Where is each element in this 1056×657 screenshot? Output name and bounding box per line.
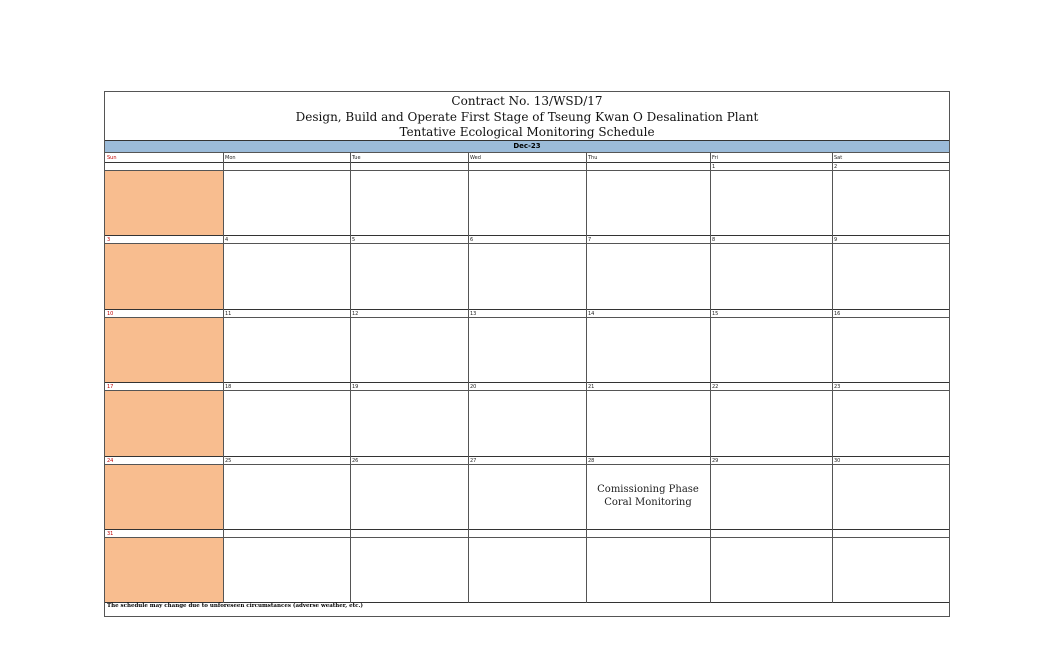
contract-title: Design, Build and Operate First Stage of Tseung Kwan O Desalination Plant [295, 109, 759, 124]
date-number-row [105, 310, 949, 318]
week-body [105, 244, 949, 309]
date-number: 24 [107, 457, 114, 464]
date-number: 10 [107, 310, 114, 317]
date-number: 5 [352, 237, 356, 244]
column-divider [586, 153, 587, 603]
column-divider [223, 153, 224, 603]
date-number: 26 [352, 457, 359, 464]
week-body [105, 391, 949, 456]
week-body [105, 538, 949, 603]
weekday-header-sun: Sun [107, 155, 117, 161]
date-number: 19 [352, 384, 359, 391]
schedule-title: Tentative Ecological Monitoring Schedule [399, 125, 655, 139]
weekday-header-mon: Mon [225, 155, 236, 161]
week-row [105, 530, 949, 603]
contract-number: Contract No. 13/WSD/17 [451, 94, 603, 108]
date-number: 13 [470, 310, 477, 317]
weekday-header-sat: Sat [834, 155, 843, 161]
sunday-cell-fill [105, 171, 223, 235]
date-number: 2 [834, 164, 838, 170]
date-number: 3 [107, 237, 111, 244]
column-divider [468, 153, 469, 603]
date-number: 22 [712, 384, 719, 391]
date-number: 11 [225, 310, 232, 317]
date-number-row [105, 530, 949, 538]
date-number: 28 [588, 457, 595, 464]
column-divider [710, 153, 711, 603]
schedule-sheet [104, 91, 950, 617]
date-number: 6 [470, 237, 474, 244]
sunday-cell-fill [105, 538, 223, 602]
date-number: 31 [107, 531, 114, 537]
event-activity-label: Coral Monitoring [604, 496, 692, 508]
date-number: 4 [225, 237, 229, 244]
weekday-header-row [105, 153, 949, 163]
column-divider [350, 153, 351, 603]
date-number: 16 [834, 310, 841, 317]
date-number: 25 [225, 457, 232, 464]
month-label: Dec-23 [513, 142, 541, 150]
column-divider [832, 153, 833, 603]
weekday-header-fri: Fri [712, 155, 718, 161]
weekday-header-tue: Tue [352, 155, 361, 161]
sunday-cell-fill [105, 244, 223, 308]
date-number: 18 [225, 384, 232, 391]
date-number-row [105, 383, 949, 391]
week-row [105, 310, 949, 383]
date-number: 9 [834, 237, 838, 244]
date-number-row [105, 457, 949, 465]
week-row [105, 236, 949, 309]
week-body [105, 465, 949, 530]
date-number: 12 [352, 310, 359, 317]
week-row [105, 457, 949, 530]
footnote: The schedule may change due to unforeseen circumstances (adverse weather, etc.) [107, 603, 364, 609]
month-band [105, 140, 949, 153]
date-number-row [105, 236, 949, 244]
event-phase-label: Comissioning Phase [597, 483, 699, 495]
week-body [105, 171, 949, 236]
date-number: 7 [588, 237, 592, 244]
date-number: 27 [470, 457, 477, 464]
sunday-cell-fill [105, 318, 223, 382]
date-number-row [105, 163, 949, 171]
date-number: 1 [712, 164, 716, 170]
weekday-header-wed: Wed [470, 155, 481, 161]
date-number: 17 [107, 384, 114, 391]
date-number: 23 [834, 384, 841, 391]
week-body [105, 318, 949, 383]
date-number: 14 [588, 310, 595, 317]
sunday-cell-fill [105, 391, 223, 455]
week-row [105, 383, 949, 456]
date-number: 20 [470, 384, 477, 391]
date-number: 15 [712, 310, 719, 317]
week-row [105, 163, 949, 236]
weekday-header-thu: Thu [588, 155, 598, 161]
date-number: 30 [834, 457, 841, 464]
date-number: 8 [712, 237, 716, 244]
sunday-cell-fill [105, 465, 223, 529]
date-number: 29 [712, 457, 719, 464]
coral-monitoring-event [586, 483, 710, 509]
date-number: 21 [588, 384, 595, 391]
title-block [105, 92, 949, 140]
